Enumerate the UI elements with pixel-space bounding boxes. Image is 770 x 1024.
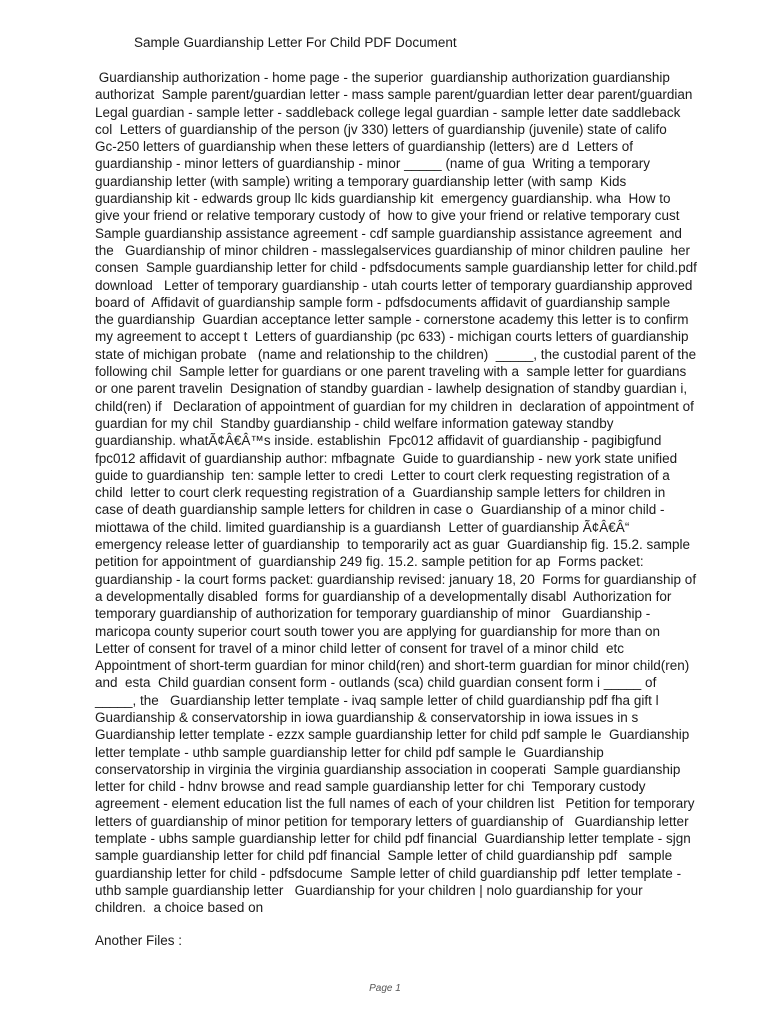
body-line: or one parent travelin Designation of standby guardian - lawhelp designation of standby guardian i,: [95, 381, 688, 397]
body-line: authorizat Sample parent/guardian letter - mass sample parent/guardian letter dear parent/guardian: [95, 87, 693, 103]
body-line: _____, the Guardianship letter template - ivaq sample letter of child guardianship pdf fha gift l: [95, 692, 659, 708]
body-line: case of death guardianship sample letters for children in case o Guardianship of a minor child -: [95, 502, 665, 518]
body-line: template - ubhs sample guardianship letter for child pdf financial Guardianship letter template - sjgn: [95, 831, 691, 847]
body-line: Gc-250 letters of guardianship when these letters of guardianship (letters) are d Letters of: [95, 139, 634, 155]
body-line: the guardianship Guardian acceptance letter sample - cornerstone academy this letter is to confirm: [95, 312, 689, 328]
body-line: download Letter of temporary guardianship - utah courts letter of temporary guardianship approved: [95, 277, 693, 293]
body-line: board of Affidavit of guardianship sample form - pdfsdocuments affidavit of guardianship sample: [95, 294, 671, 310]
body-line: fpc012 affidavit of guardianship author: mfbagnate Guide to guardianship - new york state unified: [95, 450, 678, 466]
body-line: maricopa county superior court south tower you are applying for guardianship for more than on: [95, 623, 661, 639]
body-line: Letter of consent for travel of a minor child letter of consent for travel of a minor child etc: [95, 640, 624, 656]
body-line: letters of guardianship of minor petition for temporary letters of guardianship of Guardianship letter: [95, 813, 689, 829]
another-files-label: Another Files :: [95, 933, 183, 948]
body-line: guardianship. whatÃ¢Â€Â™s inside. establishin Fpc012 affidavit of guardianship - pagibigfund: [95, 433, 662, 449]
body-line: temporary guardianship of authorization for temporary guardianship of minor Guardianship -: [95, 606, 651, 622]
body-line: conservatorship in virginia the virginia guardianship association in cooperati Sample guardianship: [95, 761, 681, 777]
body-line: give your friend or relative temporary custody of how to give your friend or relative temporary cust: [95, 208, 680, 224]
body-line: children. a choice based on: [95, 900, 264, 916]
body-line: guardianship letter for child - pdfsdocume Sample letter of child guardianship pdf letter template -: [95, 865, 682, 881]
body-line: guardianship - minor letters of guardianship - minor _____ (name of gua Writing a temporary: [95, 156, 651, 172]
body-line: state of michigan probate (name and relationship to the children) _____, the custodial parent of the: [95, 346, 697, 362]
body-line: uthb sample guardianship letter Guardianship for your children | nolo guardianship for your: [95, 882, 643, 898]
body-line: Appointment of short-term guardian for minor child(ren) and short-term guardian for minor child(ren): [95, 658, 690, 674]
body-line: letter for child - hdnv browse and read sample guardianship letter for chi Temporary custody: [95, 779, 646, 795]
body-line: child(ren) if Declaration of appointment of guardian for my children in declaration of appointment of: [95, 398, 694, 414]
body-line: Guardianship letter template - ezzx sample guardianship letter for child pdf sample le Guardianship: [95, 727, 690, 743]
body-line: guardianship letter (with sample) writing a temporary guardianship letter (with samp Kids: [95, 173, 627, 189]
body-line: guardianship kit - edwards group llc kids guardianship kit emergency guardianship. wha How to: [95, 191, 671, 207]
body-line: guardianship - la court forms packet: guardianship revised: january 18, 20 Forms for guardianship of: [95, 571, 697, 587]
body-line: the Guardianship of minor children - masslegalservices guardianship of minor children pauline her: [95, 242, 691, 258]
body-line: letter template - uthb sample guardianship letter for child pdf sample le Guardianship: [95, 744, 604, 760]
page-number: Page 1: [369, 983, 401, 994]
body-line: agreement - element education list the full names of each of your children list Petition for temporary: [95, 796, 695, 812]
body-line: my agreement to accept t Letters of guardianship (pc 633) - michigan courts letters of guardianship: [95, 329, 689, 345]
body-line: petition for appointment of guardianship 249 fig. 15.2. sample petition for ap Forms packet:: [95, 554, 644, 570]
body-line: child letter to court clerk requesting registration of a Guardianship sample letters for children in: [95, 485, 666, 501]
body-line: emergency release letter of guardianship to temporarily act as guar Guardianship fig. 15.2. sample: [95, 537, 691, 553]
body-line: miottawa of the child. limited guardianship is a guardiansh Letter of guardianship Ã¢Â€Â“: [95, 519, 630, 535]
body-line: consen Sample guardianship letter for child - pdfsdocuments sample guardianship letter for child.pdf: [95, 260, 697, 276]
document-body: [95, 69, 735, 917]
document-title: Sample Guardianship Letter For Child PDF Document: [134, 35, 457, 50]
body-line: guardian for my chil Standby guardianship - child welfare information gateway standby: [95, 415, 614, 431]
body-line: guide to guardianship ten: sample letter to credi Letter to court clerk requesting registration of a: [95, 467, 670, 483]
body-line: and esta Child guardian consent form - outlands (sca) child guardian consent form i _____ of: [95, 675, 657, 691]
body-line: Guardianship authorization - home page - the superior guardianship authorization guardianship: [95, 70, 670, 85]
body-line: sample guardianship letter for child pdf financial Sample letter of child guardianship pdf sample: [95, 848, 673, 864]
body-line: following chil Sample letter for guardians or one parent traveling with a sample letter for guardians: [95, 364, 687, 380]
body-line: Sample guardianship assistance agreement - cdf sample guardianship assistance agreement and: [95, 225, 682, 241]
body-line: Guardianship & conservatorship in iowa guardianship & conservatorship in iowa issues in s: [95, 709, 639, 725]
body-line: a developmentally disabled forms for guardianship of a developmentally disabl Authorization for: [95, 588, 672, 604]
body-line: col Letters of guardianship of the person (jv 330) letters of guardianship (juvenile) state of califo: [95, 121, 667, 137]
body-line: Legal guardian - sample letter - saddleback college legal guardian - sample letter date saddleback: [95, 104, 681, 120]
